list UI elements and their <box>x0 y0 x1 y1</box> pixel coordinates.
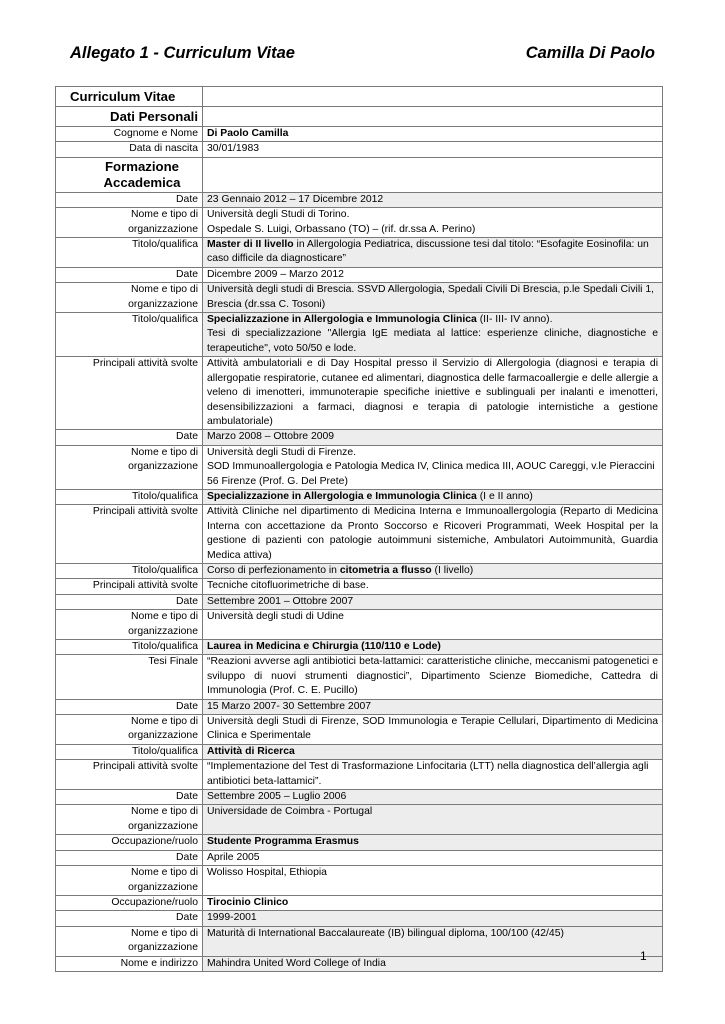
date-label: Date <box>56 699 203 714</box>
org-label: Nome e tipo di organizzazione <box>56 866 203 896</box>
title-label: Titolo/qualifica <box>56 640 203 655</box>
org-label: Nome e tipo di organizzazione <box>56 805 203 835</box>
title-value: Specializzazione in Allergologia e Immunologia Clinica (I e II anno) <box>203 489 663 504</box>
date-label: Date <box>56 594 203 609</box>
occupation-value: Tirocinio Clinico <box>203 895 663 910</box>
document-title: Allegato 1 - Curriculum Vitae <box>70 44 295 62</box>
address-value: Mahindra United Word College of India <box>203 956 663 971</box>
org-label: Nome e tipo di organizzazione <box>56 283 203 313</box>
date-value: Marzo 2008 – Ottobre 2009 <box>203 430 663 445</box>
title-label: Titolo/qualifica <box>56 489 203 504</box>
activities-value: Attività Cliniche nel dipartimento di Medicina Interna e Immunoallergologia (Reparto di Medicina Interna con accettazione da Pronto Soccorso e Ricoveri Programmati, Week Hospital per la gestione di pazienti con patologie autoimmuni sistemiche, Ambulatori Autoimmunità, Guardia Medica attiva) <box>203 505 663 564</box>
surname-label: Cognome e Nome <box>56 127 203 142</box>
date-value: Dicembre 2009 – Marzo 2012 <box>203 267 663 282</box>
org-label: Nome e tipo di organizzazione <box>56 445 203 489</box>
occupation-label: Occupazione/ruolo <box>56 895 203 910</box>
occupation-value: Studente Programma Erasmus <box>203 835 663 850</box>
title-value: Corso di perfezionamento in citometria a flusso (I livello) <box>203 563 663 578</box>
birth-label: Data di nascita <box>56 142 203 157</box>
personal-heading: Dati Personali <box>56 107 203 127</box>
activities-label: Principali attività svolte <box>56 357 203 430</box>
thesis-label: Tesi Finale <box>56 655 203 699</box>
date-label: Date <box>56 430 203 445</box>
date-value: Settembre 2005 – Luglio 2006 <box>203 790 663 805</box>
page-number: 1 <box>640 949 647 963</box>
title-value: Laurea in Medicina e Chirurgia (110/110 e Lode) <box>203 640 663 655</box>
address-label: Nome e indirizzo <box>56 956 203 971</box>
title-label: Titolo/qualifica <box>56 744 203 759</box>
activities-value: Attività ambulatoriali e di Day Hospital presso il Servizio di Allergologia (diagnosi e terapia di allergopatie respiratorie, cutanee ed alimentari, diagnostica delle farmacoallergie e delle allergie a veleno di imenotteri, immunoterapie specifiche iniettive e sublinguali per inalanti e imenotteri, desensibilizzazioni a farmaci, diagnosi e terapia di patologie internistiche a gestione ambulatoriale) <box>203 357 663 430</box>
org-label: Nome e tipo di organizzazione <box>56 208 203 238</box>
author-name: Camilla Di Paolo <box>525 44 655 62</box>
org-value: Universidade de Coimbra - Portugal <box>203 805 663 835</box>
date-label: Date <box>56 267 203 282</box>
date-value: 15 Marzo 2007- 30 Settembre 2007 <box>203 699 663 714</box>
date-label: Date <box>56 850 203 865</box>
org-value: Università degli studi di Brescia. SSVD Allergologia, Spedali Civili Di Brescia, p.le Spedali Civili 1, Brescia (dr.ssa C. Tosoni) <box>203 283 663 313</box>
activities-value: Tecniche citofluorimetriche di base. <box>203 579 663 594</box>
education-heading: Formazione Accademica <box>56 157 203 192</box>
date-value: Settembre 2001 – Ottobre 2007 <box>203 594 663 609</box>
org-value: Università degli studi di Udine <box>203 610 663 640</box>
activities-value: “Implementazione del Test di Trasformazione Linfocitaria (LTT) nella diagnostica dell’allergia agli antibiotici beta-lattamici”. <box>203 760 663 790</box>
title-label: Titolo/qualifica <box>56 563 203 578</box>
title-label: Titolo/qualifica <box>56 313 203 357</box>
title-label: Titolo/qualifica <box>56 238 203 268</box>
activities-label: Principali attività svolte <box>56 505 203 564</box>
birth-value: 30/01/1983 <box>203 142 663 157</box>
cv-table <box>55 86 663 972</box>
date-value: 1999-2001 <box>203 911 663 926</box>
title-value: Attività di Ricerca <box>203 744 663 759</box>
cv-heading: Curriculum Vitae <box>56 87 203 107</box>
activities-label: Principali attività svolte <box>56 760 203 790</box>
thesis-value: “Reazioni avverse agli antibiotici beta-lattamici: caratteristiche cliniche, meccanismi patogenetici e sviluppo di nuovi strumenti diagnostici”, Dipartimento Scienze Biomediche, Cattedra di Immunologia (Prof. C. E. Pucillo) <box>203 655 663 699</box>
date-value: 23 Gennaio 2012 – 17 Dicembre 2012 <box>203 192 663 207</box>
org-label: Nome e tipo di organizzazione <box>56 926 203 956</box>
org-value: Università degli Studi di Firenze. SOD Immunoallergologia e Patologia Medica IV, Clinica medica III, AOUC Careggi, v.le Pieraccini 56 Firenze (Prof. G. Del Prete) <box>203 445 663 489</box>
org-label: Nome e tipo di organizzazione <box>56 610 203 640</box>
name-value: Di Paolo Camilla <box>203 127 663 142</box>
page-header <box>70 44 655 68</box>
date-label: Date <box>56 790 203 805</box>
org-value: Wolisso Hospital, Ethiopia <box>203 866 663 896</box>
activities-label: Principali attività svolte <box>56 579 203 594</box>
org-label: Nome e tipo di organizzazione <box>56 715 203 745</box>
title-value: Master di II livello in Allergologia Pediatrica, discussione tesi dal titolo: “Esofagite Eosinofila: un caso difficile da diagnosticare” <box>203 238 663 268</box>
org-value: Università degli Studi di Firenze, SOD Immunologia e Terapie Cellulari, Dipartimento di Medicina Clinica e Sperimentale <box>203 715 663 745</box>
date-label: Date <box>56 911 203 926</box>
org-value: Maturità di International Baccalaureate (IB) bilingual diploma, 100/100 (42/45) <box>203 926 663 956</box>
title-value: Specializzazione in Allergologia e Immunologia Clinica (II- III- IV anno). Tesi di specializzazione "Allergia IgE mediata al lattice: esperienze cliniche, diagnostiche e terapeutiche", voto 50/50 e lode. <box>203 313 663 357</box>
date-label: Date <box>56 192 203 207</box>
date-value: Aprile 2005 <box>203 850 663 865</box>
occupation-label: Occupazione/ruolo <box>56 835 203 850</box>
org-value: Università degli Studi di Torino. Ospedale S. Luigi, Orbassano (TO) – (rif. dr.ssa A. Perino) <box>203 208 663 238</box>
